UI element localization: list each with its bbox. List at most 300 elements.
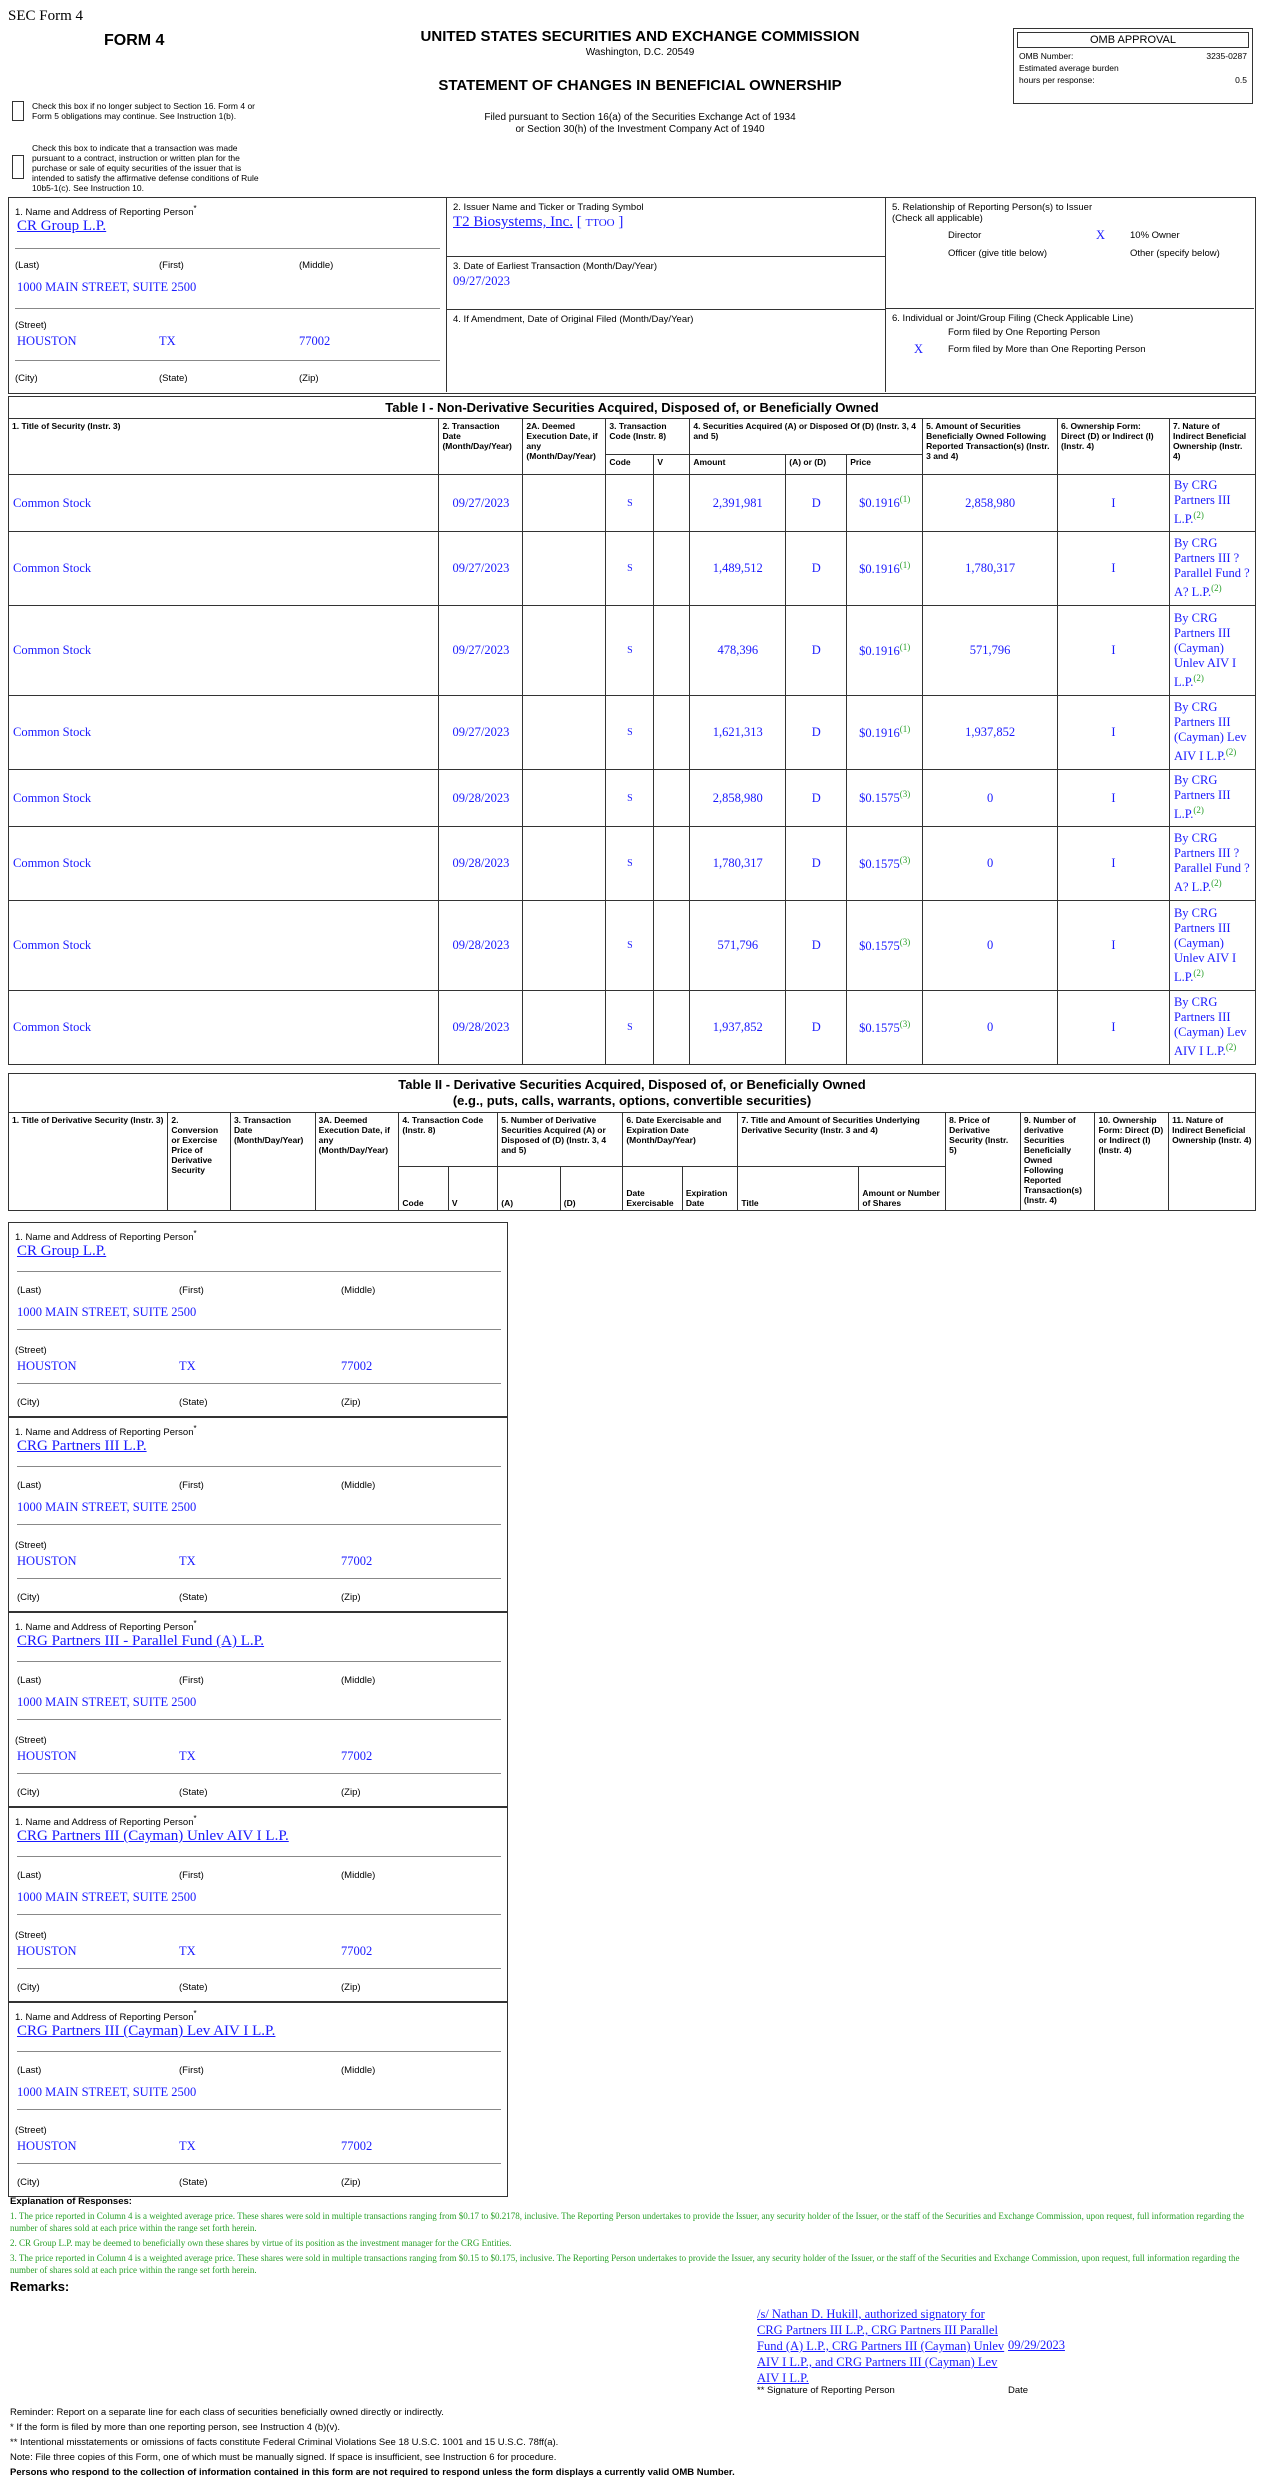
table1-title: Table I - Non-Derivative Securities Acquired, Disposed of, or Beneficially Owned xyxy=(9,397,1256,419)
rp-name-link[interactable]: CRG Partners III - Parallel Fund (A) L.P. xyxy=(17,1633,265,1649)
security-title: Common Stock xyxy=(9,991,439,1065)
signature-label: ** Signature of Reporting Person xyxy=(757,2385,895,2396)
price-footnote[interactable]: (1) xyxy=(899,723,911,734)
footer-reminder: Reminder: Report on a separate line for each class of securities beneficially owned directly or indirectly. xyxy=(10,2407,444,2418)
nature-of-ownership: By CRG Partners III L.P. xyxy=(1173,773,1231,822)
nature-cell xyxy=(1169,475,1255,532)
security-title: Common Stock xyxy=(9,901,439,991)
sec-form-label: SEC Form 4 xyxy=(8,8,84,24)
rp-label: 1. Name and Address of Reporting Person xyxy=(15,2012,194,2024)
date-label: Date xyxy=(1008,2385,1029,2396)
rp-label: 1. Name and Address of Reporting Person xyxy=(15,1622,194,1634)
issuer-link[interactable]: T2 Biosystems, Inc. xyxy=(453,214,573,230)
t1-col-form: 6. Ownership Form: Direct (D) or Indirect (I) (Instr. 4) xyxy=(1058,419,1170,475)
ten-pct-owner-label: 10% Owner xyxy=(1130,230,1180,241)
owned-following: 0 xyxy=(923,827,1058,901)
no-longer-subject-text: Check this box if no longer subject to Section 16. Form 4 or Form 5 obligations may continue. See Instruction 1(b). xyxy=(32,101,256,121)
reporting-person-box: 1. Name and Address of Reporting Person* CRG Partners III (Cayman) Unlev AIV I L.P. (Last) (First) (Middle) 1000 MAIN STREET, SUITE 2500 (Street) HOUSTON TX 77002 (City) (State) (Zip) xyxy=(8,1807,508,2002)
rp-city-label: (City) xyxy=(17,1397,40,1408)
price-footnote[interactable]: (1) xyxy=(899,641,911,652)
reporting-person-box: 1. Name and Address of Reporting Person* CRG Partners III L.P. (Last) (First) (Middle) 1000 MAIN STREET, SUITE 2500 (Street) HOUSTON TX 77002 (City) (State) (Zip) xyxy=(8,1417,508,1612)
transaction-date: 09/28/2023 xyxy=(439,991,523,1065)
v-flag xyxy=(654,901,690,991)
rp-zip-value: 77002 xyxy=(341,1554,373,1568)
nature-cell xyxy=(1169,901,1255,991)
nature-cell xyxy=(1169,827,1255,901)
t2-sub-a: (A) xyxy=(498,1167,561,1211)
rp-first-label: (First) xyxy=(179,1480,204,1491)
officer-label: Officer (give title below) xyxy=(948,248,1048,259)
earliest-txn-date: 09/27/2023 xyxy=(453,274,510,288)
nature-footnote[interactable]: (2) xyxy=(1225,747,1237,758)
rp-street-label: (Street) xyxy=(15,1345,47,1356)
nature-footnote[interactable]: (2) xyxy=(1193,967,1204,978)
rp-street-value: 1000 MAIN STREET, SUITE 2500 xyxy=(17,1500,197,1514)
table-row xyxy=(9,606,1256,696)
rp-middle-label: (Middle) xyxy=(341,1480,376,1491)
t2-col-underlying: 7. Title and Amount of Securities Underlying Derivative Security (Instr. 3 and 4) xyxy=(738,1113,946,1167)
relationship-sublabel: (Check all applicable) xyxy=(892,213,983,224)
t2-col-conversion: 2. Conversion or Exercise Price of Derivative Security xyxy=(168,1113,231,1211)
rule-10b5-text: Check this box to indicate that a transaction was made pursuant to a contract, instruction or written plan for the purchase or sale of equity securities of the issuer that is intended to satisfy the affirmative defense conditions of Rule 10b5-1(c). See Instruction 10. xyxy=(32,143,259,193)
rp-last-label: (Last) xyxy=(17,2065,42,2076)
more-persons-label: Form filed by More than One Reporting Person xyxy=(948,344,1146,355)
filing-type-label: 6. Individual or Joint/Group Filing (Check Applicable Line) xyxy=(892,313,1134,324)
price-cell xyxy=(847,827,923,901)
deemed-date xyxy=(523,606,606,696)
rp-name-link[interactable]: CRG Partners III (Cayman) Unlev AIV I L.P. xyxy=(17,1828,289,1844)
t1-sub-amount: Amount xyxy=(690,455,786,475)
street-value: 1000 MAIN STREET, SUITE 2500 xyxy=(17,280,197,294)
ownership-form: I xyxy=(1058,606,1170,696)
deemed-date xyxy=(523,991,606,1065)
owned-following: 571,796 xyxy=(923,606,1058,696)
acquired-disposed: D xyxy=(786,532,847,606)
amount: 2,858,980 xyxy=(690,770,786,827)
city-value: HOUSTON xyxy=(17,334,77,348)
nature-footnote[interactable]: (2) xyxy=(1193,805,1204,816)
rp-last-label: (Last) xyxy=(17,1285,42,1296)
t1-sub-v: V xyxy=(654,455,690,475)
v-flag xyxy=(654,475,690,532)
owned-following: 1,780,317 xyxy=(923,532,1058,606)
zip-value: 77002 xyxy=(299,334,331,348)
omb-number-value: 3235-0287 xyxy=(1206,51,1247,61)
reporting-person-box: 1. Name and Address of Reporting Person* CR Group L.P. (Last) (First) (Middle) 1000 MAIN STREET, SUITE 2500 (Street) HOUSTON TX 77002 (City) (State) (Zip) xyxy=(8,1222,508,1417)
amount: 1,489,512 xyxy=(690,532,786,606)
price-cell xyxy=(847,475,923,532)
rp-zip-value: 77002 xyxy=(341,1944,373,1958)
rp-state-label: (State) xyxy=(179,1397,208,1408)
t2-sub-exercisable: Date Exercisable xyxy=(623,1167,683,1211)
omb-hours-label: hours per response: xyxy=(1019,75,1095,85)
rp-street-value: 1000 MAIN STREET, SUITE 2500 xyxy=(17,1890,197,1904)
nature-cell xyxy=(1169,532,1255,606)
explanation-section xyxy=(10,2196,1250,2294)
t2-sub-amount: Amount or Number of Shares xyxy=(859,1167,946,1211)
omb-hours-value: 0.5 xyxy=(1235,75,1247,85)
t2-col-price: 8. Price of Derivative Security (Instr. 5) xyxy=(946,1113,1021,1211)
rp-first-label: (First) xyxy=(179,2065,204,2076)
rp-street-label: (Street) xyxy=(15,2125,47,2136)
t2-sub-v: V xyxy=(448,1167,497,1211)
t2-sub-d: (D) xyxy=(560,1167,623,1211)
rp-middle-label: (Middle) xyxy=(341,1675,376,1686)
rp-state-value: TX xyxy=(179,1944,196,1958)
ownership-form: I xyxy=(1058,475,1170,532)
rp-city-label: (City) xyxy=(17,2177,40,2188)
rp-state-label: (State) xyxy=(179,2177,208,2188)
amendment-label: 4. If Amendment, Date of Original Filed (Month/Day/Year) xyxy=(453,314,694,325)
footer-multi: * If the form is filed by more than one reporting person, see Instruction 4 (b)(v). xyxy=(10,2422,341,2433)
t1-col-title: 1. Title of Security (Instr. 3) xyxy=(9,419,439,475)
rp-middle-label: (Middle) xyxy=(341,1870,376,1881)
state-value: TX xyxy=(159,334,176,348)
rp-state-label: (State) xyxy=(179,1982,208,1993)
ownership-form: I xyxy=(1058,696,1170,770)
filed-pursuant-line2: or Section 30(h) of the Investment Company Act of 1940 xyxy=(515,124,765,135)
nature-footnote[interactable]: (2) xyxy=(1193,510,1204,521)
v-flag xyxy=(654,606,690,696)
rp-zip-label: (Zip) xyxy=(341,1397,361,1408)
nature-footnote[interactable]: (2) xyxy=(1211,583,1222,594)
price: $0.1916 xyxy=(859,644,900,659)
t2-col-code: 4. Transaction Code (Instr. 8) xyxy=(399,1113,498,1167)
table-row xyxy=(9,901,1256,991)
acquired-disposed: D xyxy=(786,991,847,1065)
nature-of-ownership: By CRG Partners III (Cayman) Lev AIV I L.P. xyxy=(1173,700,1247,764)
deemed-date xyxy=(523,532,606,606)
transaction-date: 09/27/2023 xyxy=(439,606,523,696)
zip-label: (Zip) xyxy=(299,373,319,384)
explanation-title: Explanation of Responses: xyxy=(10,2196,132,2207)
price-cell xyxy=(847,991,923,1065)
street-label: (Street) xyxy=(15,320,47,331)
rp-street-value: 1000 MAIN STREET, SUITE 2500 xyxy=(17,1305,197,1319)
rp-zip-value: 77002 xyxy=(341,2139,373,2153)
rp-last-label: (Last) xyxy=(17,1870,42,1881)
t1-sub-price: Price xyxy=(847,455,923,475)
state-label: (State) xyxy=(159,373,188,384)
t1-col-code: 3. Transaction Code (Instr. 8) xyxy=(606,419,690,455)
rp-name-link[interactable]: CRG Partners III (Cayman) Lev AIV I L.P. xyxy=(17,2023,276,2039)
rp-name-link[interactable]: CRG Partners III L.P. xyxy=(17,1438,147,1454)
transaction-code: S xyxy=(606,991,654,1065)
nature-cell xyxy=(1169,991,1255,1065)
ownership-form: I xyxy=(1058,991,1170,1065)
rp-city-value: HOUSTON xyxy=(17,1359,77,1373)
rp-state-label: (State) xyxy=(179,1787,208,1798)
transaction-date: 09/27/2023 xyxy=(439,532,523,606)
ticker-symbol: TTOO xyxy=(585,217,615,229)
rp-first-label: (First) xyxy=(179,1285,204,1296)
security-title: Common Stock xyxy=(9,606,439,696)
rp-label: 1. Name and Address of Reporting Person xyxy=(15,1427,194,1439)
v-flag xyxy=(654,532,690,606)
city-label: (City) xyxy=(15,373,38,384)
footnote-1: 1. The price reported in Column 4 is a weighted average price. These shares were sold in multiple transactions ranging from $0.17 to $0.2178, inclusive. The Reporting Person undertakes to provide the Issuer, any security holder of the Issuer, or the staff of the Securities and Exchange Commission, upon request, full information regarding the number of shares sold at each price within the range set forth herein. xyxy=(10,2211,1245,2233)
nature-of-ownership: By CRG Partners III (Cayman) Lev AIV I L.P. xyxy=(1173,995,1247,1059)
acquired-disposed: D xyxy=(786,475,847,532)
amount: 2,391,981 xyxy=(690,475,786,532)
omb-title: OMB APPROVAL xyxy=(1017,32,1249,48)
t1-col-date: 2. Transaction Date (Month/Day/Year) xyxy=(439,419,523,475)
owned-following: 0 xyxy=(923,770,1058,827)
price-footnote[interactable]: (3) xyxy=(899,789,911,800)
rp-state-value: TX xyxy=(179,1749,196,1763)
security-title: Common Stock xyxy=(9,827,439,901)
other-label: Other (specify below) xyxy=(1130,248,1220,259)
reporting-person-box: 1. Name and Address of Reporting Person* CRG Partners III (Cayman) Lev AIV I L.P. (Last) (First) (Middle) 1000 MAIN STREET, SUITE 2500 (Street) HOUSTON TX 77002 (City) (State) (Zip) xyxy=(8,2002,508,2197)
price: $0.1575 xyxy=(859,857,900,872)
amount: 1,780,317 xyxy=(690,827,786,901)
footnote-2: 2. CR Group L.P. may be deemed to beneficially own these shares by virtue of its position as the investment manager for the CRG Entities. xyxy=(10,2238,512,2248)
table-row xyxy=(9,532,1256,606)
transaction-code: S xyxy=(606,770,654,827)
reporting-info-section: 1. Name and Address of Reporting Person* CR Group L.P. (Last) (First) (Middle) 1000 MAIN STREET, SUITE 2500 (Street) HOUSTON TX 77002 (City) (State) (Zip) 2. Issuer Name and Ticker or Trading Symbol T2 Biosystems, Inc. [ TTOO ] 3. Date of Earliest Transaction (Month/Day/Year) 09/27/2023 4. If Amendment, Date of Original Filed (Month/Day/Year) 5. Relationship of Reporting Person(s) to Issuer (Check all applicable) Director X 10% Owner Officer (give title below) Other (specify below) 6. Individual or Joint/Group Filing (Check Applicable Line) Form filed by One Reporting Person X Form filed by More than One Reporting Person xyxy=(8,197,1256,394)
price-footnote[interactable]: (3) xyxy=(899,854,911,865)
name-address-label: 1. Name and Address of Reporting Person xyxy=(15,207,194,219)
acquired-disposed: D xyxy=(786,606,847,696)
t2-col-number: 5. Number of Derivative Securities Acquired (A) or Disposed of (D) (Instr. 3, 4 and 5) xyxy=(498,1113,623,1167)
rp-city-value: HOUSTON xyxy=(17,2139,77,2153)
rp-label: 1. Name and Address of Reporting Person xyxy=(15,1817,194,1829)
owned-following: 0 xyxy=(923,901,1058,991)
more-persons-mark: X xyxy=(914,342,924,356)
rp-state-value: TX xyxy=(179,1359,196,1373)
ownership-form: I xyxy=(1058,770,1170,827)
transaction-code: S xyxy=(606,606,654,696)
footer-omb: Persons who respond to the collection of information contained in this form are not required to respond unless the form displays a currently valid OMB Number. xyxy=(10,2467,735,2478)
relationship-label: 5. Relationship of Reporting Person(s) to Issuer xyxy=(892,202,1093,213)
nature-of-ownership: By CRG Partners III ? Parallel Fund ?A? L.P. xyxy=(1173,536,1250,600)
rp-street-value: 1000 MAIN STREET, SUITE 2500 xyxy=(17,2085,197,2099)
rp-city-value: HOUSTON xyxy=(17,1554,77,1568)
rule-10b5-checkbox[interactable] xyxy=(12,155,24,179)
rp-city-label: (City) xyxy=(17,1592,40,1603)
transaction-date: 09/28/2023 xyxy=(439,770,523,827)
deemed-date xyxy=(523,770,606,827)
amount: 571,796 xyxy=(690,901,786,991)
ten-pct-owner-mark: X xyxy=(1096,228,1106,242)
t1-col-owned: 5. Amount of Securities Beneficially Owned Following Reported Transaction(s) (Instr. 3 and 4) xyxy=(923,419,1058,475)
transaction-code: S xyxy=(606,475,654,532)
nature-of-ownership: By CRG Partners III ? Parallel Fund ?A? L.P. xyxy=(1173,831,1250,895)
table-row xyxy=(9,770,1256,827)
transaction-date: 09/27/2023 xyxy=(439,475,523,532)
owned-following: 0 xyxy=(923,991,1058,1065)
transaction-code: S xyxy=(606,901,654,991)
price-cell xyxy=(847,901,923,991)
footnote-3: 3. The price reported in Column 4 is a weighted average price. These shares were sold in multiple transactions ranging from $0.15 to $0.175, inclusive. The Reporting Person undertakes to provide the Issuer, any security holder of the Issuer, or the staff of the Securities and Exchange Commission, upon request, full information regarding the number of shares sold at each price within the range set forth herein. xyxy=(10,2253,1240,2275)
security-title: Common Stock xyxy=(9,696,439,770)
one-person-label: Form filed by One Reporting Person xyxy=(948,327,1101,338)
amount: 1,621,313 xyxy=(690,696,786,770)
rp-zip-value: 77002 xyxy=(341,1749,373,1763)
t1-col-nature: 7. Nature of Indirect Beneficial Ownership (Instr. 4) xyxy=(1169,419,1255,475)
t2-col-owned: 9. Number of derivative Securities Beneficially Owned Following Reported Transaction(s) (Instr. 4) xyxy=(1020,1113,1095,1211)
security-title: Common Stock xyxy=(9,475,439,532)
t1-sub-ad: (A) or (D) xyxy=(786,455,847,475)
rp-state-value: TX xyxy=(179,1554,196,1568)
transaction-date: 09/28/2023 xyxy=(439,827,523,901)
nature-footnote[interactable]: (2) xyxy=(1211,878,1222,889)
agency-name: UNITED STATES SECURITIES AND EXCHANGE COMMISSION xyxy=(420,28,860,45)
t1-sub-code: Code xyxy=(606,455,654,475)
rp-label: 1. Name and Address of Reporting Person xyxy=(15,1232,194,1244)
nature-of-ownership: By CRG Partners III (Cayman) Unlev AIV I L.P. xyxy=(1173,905,1237,985)
table-row xyxy=(9,827,1256,901)
rp-city-value: HOUSTON xyxy=(17,1749,77,1763)
rp-zip-label: (Zip) xyxy=(341,1982,361,1993)
ownership-form: I xyxy=(1058,827,1170,901)
remarks-title: Remarks: xyxy=(10,2279,70,2294)
v-flag xyxy=(654,696,690,770)
amount: 478,396 xyxy=(690,606,786,696)
reporting-person-box: 1. Name and Address of Reporting Person* CRG Partners III - Parallel Fund (A) L.P. (Last) (First) (Middle) 1000 MAIN STREET, SUITE 2500 (Street) HOUSTON TX 77002 (City) (State) (Zip) xyxy=(8,1612,508,1807)
agency-location: Washington, D.C. 20549 xyxy=(585,47,695,58)
transaction-code: S xyxy=(606,696,654,770)
owned-following: 1,937,852 xyxy=(923,696,1058,770)
rp-last-label: (Last) xyxy=(17,1480,42,1491)
issuer-label: 2. Issuer Name and Ticker or Trading Symbol xyxy=(453,202,644,213)
price-cell xyxy=(847,606,923,696)
deemed-date xyxy=(523,901,606,991)
price-footnote[interactable]: (3) xyxy=(899,1018,911,1029)
rp-first-label: (First) xyxy=(179,1675,204,1686)
table2-subtitle: (e.g., puts, calls, warrants, options, convertible securities) xyxy=(452,1093,812,1108)
owned-following: 2,858,980 xyxy=(923,475,1058,532)
acquired-disposed: D xyxy=(786,827,847,901)
table-row xyxy=(9,991,1256,1065)
last-label: (Last) xyxy=(15,260,40,271)
statement-title: STATEMENT OF CHANGES IN BENEFICIAL OWNERSHIP xyxy=(438,77,842,94)
deemed-date xyxy=(523,827,606,901)
price: $0.1575 xyxy=(859,939,900,954)
rp-first-label: (First) xyxy=(179,1870,204,1881)
footer-misstatement: ** Intentional misstatements or omissions of facts constitute Federal Criminal Violations See 18 U.S.C. 1001 and 15 U.S.C. 78ff(a). xyxy=(10,2437,559,2448)
acquired-disposed: D xyxy=(786,770,847,827)
ownership-form: I xyxy=(1058,532,1170,606)
t2-sub-expiration: Expiration Date xyxy=(682,1167,737,1211)
omb-burden-label: Estimated average burden xyxy=(1019,63,1119,73)
omb-number-label: OMB Number: xyxy=(1019,51,1074,61)
footer xyxy=(10,2405,1250,2480)
filed-pursuant-line1: Filed pursuant to Section 16(a) of the Securities Exchange Act of 1934 xyxy=(484,112,796,123)
transaction-date: 09/28/2023 xyxy=(439,901,523,991)
t2-col-exercisable: 6. Date Exercisable and Expiration Date (Month/Day/Year) xyxy=(623,1113,738,1167)
table-row xyxy=(9,475,1256,532)
transaction-code: S xyxy=(606,827,654,901)
rp-city-label: (City) xyxy=(17,1982,40,1993)
amount: 1,937,852 xyxy=(690,991,786,1065)
earliest-txn-label: 3. Date of Earliest Transaction (Month/Day/Year) xyxy=(453,261,657,272)
rp-middle-label: (Middle) xyxy=(341,1285,376,1296)
t1-col-deemed: 2A. Deemed Execution Date, if any (Month/Day/Year) xyxy=(523,419,606,475)
price-cell xyxy=(847,696,923,770)
deemed-date xyxy=(523,475,606,532)
rp-state-value: TX xyxy=(179,2139,196,2153)
rp-zip-label: (Zip) xyxy=(341,1787,361,1798)
t2-sub-title: Title xyxy=(738,1167,859,1211)
price: $0.1575 xyxy=(859,791,900,806)
reporting-person-link[interactable]: CR Group L.P. xyxy=(17,218,107,234)
price-cell xyxy=(847,770,923,827)
security-title: Common Stock xyxy=(9,770,439,827)
rp-city-label: (City) xyxy=(17,1787,40,1798)
transaction-code: S xyxy=(606,532,654,606)
deemed-date xyxy=(523,696,606,770)
t2-col-date: 3. Transaction Date (Month/Day/Year) xyxy=(230,1113,315,1211)
director-label: Director xyxy=(948,230,982,241)
nature-footnote[interactable]: (2) xyxy=(1193,672,1204,683)
middle-label: (Middle) xyxy=(299,260,334,271)
t2-sub-code: Code xyxy=(399,1167,448,1211)
no-longer-subject-checkbox[interactable] xyxy=(12,101,24,121)
rp-middle-label: (Middle) xyxy=(341,2065,376,2076)
transaction-date: 09/27/2023 xyxy=(439,696,523,770)
table-row xyxy=(9,696,1256,770)
price-footnote[interactable]: (1) xyxy=(899,494,911,505)
rp-zip-label: (Zip) xyxy=(341,2177,361,2188)
signature-date: 09/29/2023 xyxy=(1008,2338,1065,2352)
rp-zip-label: (Zip) xyxy=(341,1592,361,1603)
table2-title: Table II - Derivative Securities Acquired, Disposed of, or Beneficially Owned xyxy=(398,1077,866,1092)
signature-text: /s/ Nathan D. Hukill, authorized signatory for CRG Partners III L.P., CRG Partners III Parallel Fund (A) L.P., CRG Partners III (Cayman) Unlev AIV I L.P., and CRG Partners III (Cayman) Lev AIV I L.P. xyxy=(757,2307,1005,2385)
rp-street-label: (Street) xyxy=(15,1735,47,1746)
rp-zip-value: 77002 xyxy=(341,1359,373,1373)
nature-cell xyxy=(1169,696,1255,770)
v-flag xyxy=(654,770,690,827)
t2-col-form: 10. Ownership Form: Direct (D) or Indirect (I) (Instr. 4) xyxy=(1095,1113,1169,1211)
security-title: Common Stock xyxy=(9,532,439,606)
v-flag xyxy=(654,827,690,901)
rp-city-value: HOUSTON xyxy=(17,1944,77,1958)
price: $0.1916 xyxy=(859,726,900,741)
nature-cell xyxy=(1169,770,1255,827)
price-cell xyxy=(847,532,923,606)
table-non-derivative xyxy=(8,396,1256,1065)
rp-street-label: (Street) xyxy=(15,1930,47,1941)
nature-cell xyxy=(1169,606,1255,696)
omb-approval-box xyxy=(1013,28,1253,104)
rp-street-value: 1000 MAIN STREET, SUITE 2500 xyxy=(17,1695,197,1709)
rp-street-label: (Street) xyxy=(15,1540,47,1551)
form-title: FORM 4 xyxy=(104,32,165,49)
nature-of-ownership: By CRG Partners III (Cayman) Unlev AIV I L.P. xyxy=(1173,610,1237,690)
acquired-disposed: D xyxy=(786,696,847,770)
ownership-form: I xyxy=(1058,901,1170,991)
price: $0.1916 xyxy=(859,496,900,511)
nature-footnote[interactable]: (2) xyxy=(1225,1042,1237,1053)
rp-name-link[interactable]: CR Group L.P. xyxy=(17,1243,107,1259)
price: $0.1575 xyxy=(859,1021,900,1036)
price-footnote[interactable]: (1) xyxy=(899,559,911,570)
t1-col-acquired: 4. Securities Acquired (A) or Disposed Of (D) (Instr. 3, 4 and 5) xyxy=(690,419,923,455)
price-footnote[interactable]: (3) xyxy=(899,936,911,947)
rp-state-label: (State) xyxy=(179,1592,208,1603)
t2-col-deemed: 3A. Deemed Execution Date, if any (Month/Day/Year) xyxy=(315,1113,399,1211)
price: $0.1916 xyxy=(859,562,900,577)
t2-col-title: 1. Title of Derivative Security (Instr. 3) xyxy=(9,1113,168,1211)
acquired-disposed: D xyxy=(786,901,847,991)
rp-last-label: (Last) xyxy=(17,1675,42,1686)
nature-of-ownership: By CRG Partners III L.P. xyxy=(1173,478,1231,527)
t2-col-nature: 11. Nature of Indirect Beneficial Ownership (Instr. 4) xyxy=(1169,1113,1256,1211)
v-flag xyxy=(654,991,690,1065)
first-label: (First) xyxy=(159,260,184,271)
footer-note: Note: File three copies of this Form, one of which must be manually signed. If space is insufficient, see Instruction 6 for procedure. xyxy=(10,2452,557,2463)
